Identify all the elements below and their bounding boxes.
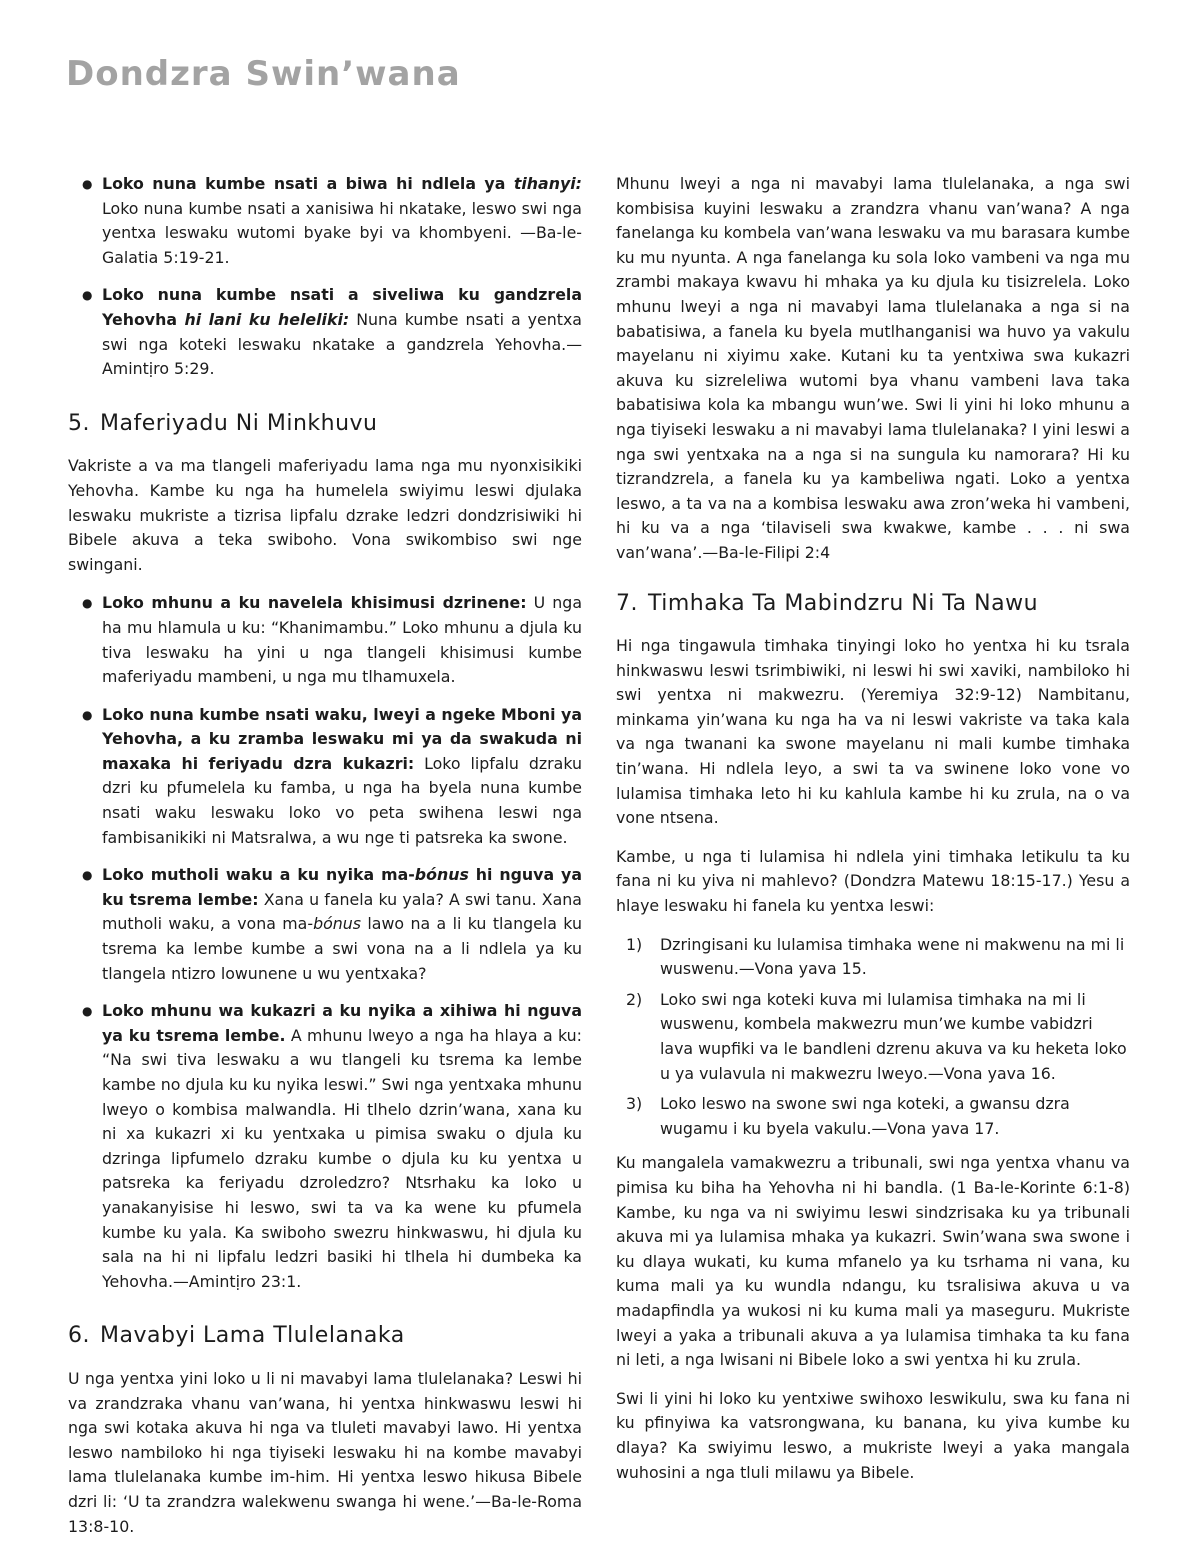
bullet-body: Loko nuna kumbe nsati a xanisiwa hi nkatake, leswo swi nga yentxa leswaku wutomi byake byi va khombyeni. —Ba-le-Galatia 5:19-21. — [102, 198, 582, 267]
section-heading: 7. Timhaka Ta Mabindzru Ni Ta Nawu — [616, 590, 1039, 616]
list-item: ● Loko mutholi waku a ku nyika ma-bónus hi nguva ya ku tsrema lembe: Xana u fanela ku yala? A swi tanu. Xana mutholi waku, a vona ma-bónus lawo na a li ku tlangela ku tsrema ka lembe kumbe a swi vona na a li ndlela ya ku tlangela ntizro lowunene u wu yentxaka? — [82, 863, 582, 986]
section-heading: 6. Mavabyi Lama Tlulelanaka — [68, 1323, 405, 1349]
list-item: 3) Loko leswo na swone swi nga koteki, a gwansu dzra wugamu i ku byela vakulu.—Vona yava 17. — [626, 1094, 1070, 1138]
list-item: ● Loko mhunu a ku navelela khisimusi dzrinene: U nga ha mu hlamula u ku: “Khanimambu.” Loko mhunu a djula ku tiva leswaku ha yini u nga tlangeli khisimusi kumbe maferiyadu mambeni, u nga mu tlhamuxela. — [82, 591, 582, 689]
section-heading: 5. Maferiyadu Ni Minkhuvu — [68, 410, 378, 436]
left-column — [68, 172, 582, 1553]
list-item: ● Loko nuna kumbe nsati waku, lweyi a ngeke Mboni ya Yehovha, a ku zramba leswaku mi ya da swakuda ni maxaka hi feriyadu dzra kukazri: Loko lipfalu dzraku dzri ku pfumelela ku famba, u nga ha byela nuna kumbe nsati waku leswaku loko vo peta swihena leswi nga fambisanikiki ni Matsralwa, a wu nge ti patsreka ka swone. — [82, 703, 582, 851]
paragraph: Ku mangalela vamakwezru a tribunali, swi nga yentxa vhanu va pimisa ku biha ha Yehovha ni hi bandla. (1 Ba-le-Korinte 6:1-8) Kambe, ku nga va ni swiyimu leswi sindzrisaka ku ya tribunali akuva mi ya lulamisa mhaka ya kukazri. Swin’wana swa swone i ku dlaya wukati, ku kuma mfanelo ya ku tsrhama ni vana, ku kuma mali ya ku wundla ndangu, ku tsralisiwa akuva u va madapfindla ya wukosi ni ku kuma mali ya maseguru. Mukriste lweyi a yaka a tribunali akuva a ya lulamisa timhaka ta ku fana ni leti, a nga lwisani ni Bibele loko a swi yentxa hi ku zrula. — [616, 1153, 1130, 1370]
list-item: 2) Loko swi nga koteki kuva mi lulamisa timhaka na mi li wuswenu, kombela makwezru mun’we kumbe vabidzri lava wupfiki va le bandleni dzrenu akuva va ku heketa loko u ya vulavula ni makwezru lweyo.—Vona yava 16. — [626, 989, 1127, 1083]
list-item: ● Loko mhunu wa kukazri a ku nyika a xihiwa hi nguva ya ku tsrema lembe. A mhunu lweyo a nga ha hlaya a ku: “Na swi tiva leswaku a wu tlangeli ku tsrema ka lembe kambe no djula ku ku nyika leswi.” Swi nga yentxaka mhunu lweyo o kombisa malwandla. Hi tlhelo dzrin’wana, xana ku ni xa kukazri xi ku yentxaka u pimisa swaku o djula ku dzringa lipfumelo dzraku kumbe o djula ku ku yentxa u patsreka ka feriyadu dzroledzro? Ntsrhaku ka loko u yanakanyisise hi leswo, swi ta va ka wene ku pfumela kumbe ku yala. Ka swiboho swezru hinkwaswu, hi djula ku sala na hi ni lipfalu ledzri basiki hi tlhela hi dumbeka ka Yehovha.—Amintịro 23:1. — [82, 999, 582, 1294]
paragraph: Hi nga tingawula timhaka tinyingi loko ho yentxa hi ku tsrala hinkwaswu leswi tsrimbiwiki, ni leswi hi swi xaviki, nambiloko hi swi yentxa ni makwezru. (Yeremiya 32:9-12) Nambitanu, minkama yin’wana ku nga ha va ni leswi vakriste va taka kala va nga twanani ka swone mayelanu ni mali kumbe timhaka tin’wana. Hi ndlela leyo, a swi ta va swinene loko vone vo lulamisa timhaka leto hi ku kahlula kambe hi ku zrula, na o va vone ntsena. — [616, 636, 1130, 828]
paragraph: Vakriste a va ma tlangeli maferiyadu lama nga mu nyonxisikiki Yehovha. Kambe ku nga ha humelela swiyimu leswi djulaka leswaku mukriste a tizrisa lipfalu dzrake ledzri dondzrisiwiki hi Bibele akuva a teka swiboho. Vona swikombiso swi nge swingani. — [68, 456, 582, 574]
right-column — [616, 172, 1130, 1499]
page-title: Dondzra Swin’wana — [66, 54, 461, 94]
bullet-lead: Loko nuna kumbe nsati a biwa hi ndlela ya tihanyi: — [102, 174, 582, 193]
bullet-body: Nuna kumbe nsati a yentxa swi nga koteki leswaku nkatake a gandzrela Yehovha.—Amintịro 5:29. — [102, 309, 582, 379]
bullet-list-section5 — [68, 591, 582, 1294]
numbered-list — [616, 933, 1130, 1142]
paragraph: Mhunu lweyi a nga ni mavabyi lama tlulelanaka, a nga swi kombisisa kuyini leswaku a zrandzra vhanu van’wana? A nga fanelanga ku kombela van’wana leswaku va mu barasara kumbe ku mu nyunta. A nga fanelanga ku sola loko vambeni va nga mu zrambi makaya kwavu hi mhaka ya ku djula ku tisizrelela. Loko mhunu lweyi a nga ni mavabyi lama tlulelanaka a nga si na babatisiwa, a fanela ku byela mutlhanganisi wa huvo ya vakulu mayelanu ni xiyimu xake. Kutani ku ta yentxiwa swa kukazri akuva ku sizreleliwa wutomi bya vhanu vambeni lava taka babatisiwa kola ka mbangu wun’we. Swi li yini hi loko mhunu a nga tiyiseki leswaku a ni mavabyi lama tlulelanaka? I yini leswi a nga swi yentxaka na a nga si na sungula ku namorara? Hi ku tizrandzrela, a fanela ku ya kambeliwa ngati. Loko a yentxa leswo, a ta va na a kombisa leswaku awa zron’weka hi vambeni, hi ku va a nga ‘tilaviseli swa kwakwe, kambe . . . ni swa van’wana’.—Ba-le-Filipi 2:4 — [616, 174, 1130, 562]
bullet-lead: Loko nuna kumbe nsati a siveliwa ku gandzrela Yehovha hi lani ku heleliki: — [102, 285, 582, 329]
list-item: 1) Dzringisani ku lulamisa timhaka wene ni makwenu na mi li wuswenu.—Vona yava 15. — [626, 934, 1125, 979]
paragraph: U nga yentxa yini loko u li ni mavabyi lama tlulelanaka? Leswi hi va zrandzraka vhanu van’wana, hi yentxa hinkwaswu leswi hi nga swi kotaka akuva hi nga va tluleti mavabyi lawo. Hi yentxa leswo nambiloko hi nga tiyiseki leswaku hi na kombe mavabyi lama tlulelanaka kumbe im-him. Hi yentxa leswo hikusa Bibele dzri li: ‘U ta zrandzra walekwenu swanga hi wene.’—Ba-le-Roma 13:8-10. — [68, 1368, 582, 1536]
paragraph: Kambe, u nga ti lulamisa hi ndlela yini timhaka letikulu ta ku fana ni ku yiva ni mahlevo? (Dondzra Matewu 18:15-17.) Yesu a hlaye leswaku hi fanela ku yentxa leswi: — [616, 846, 1130, 916]
paragraph: Swi li yini hi loko ku yentxiwe swihoxo leswikulu, swa ku fana ni ku pfinyiwa ka vatsrongwana, ku banana, ku yiva kumbe ku dlaya? Ka swiyimu leswo, a mukriste lweyi a yaka mangala wuhosini a nga tluli milawu ya Bibele. — [616, 1388, 1130, 1482]
list-item — [82, 172, 582, 270]
bullet-list-top — [68, 172, 582, 382]
list-item — [82, 283, 582, 381]
